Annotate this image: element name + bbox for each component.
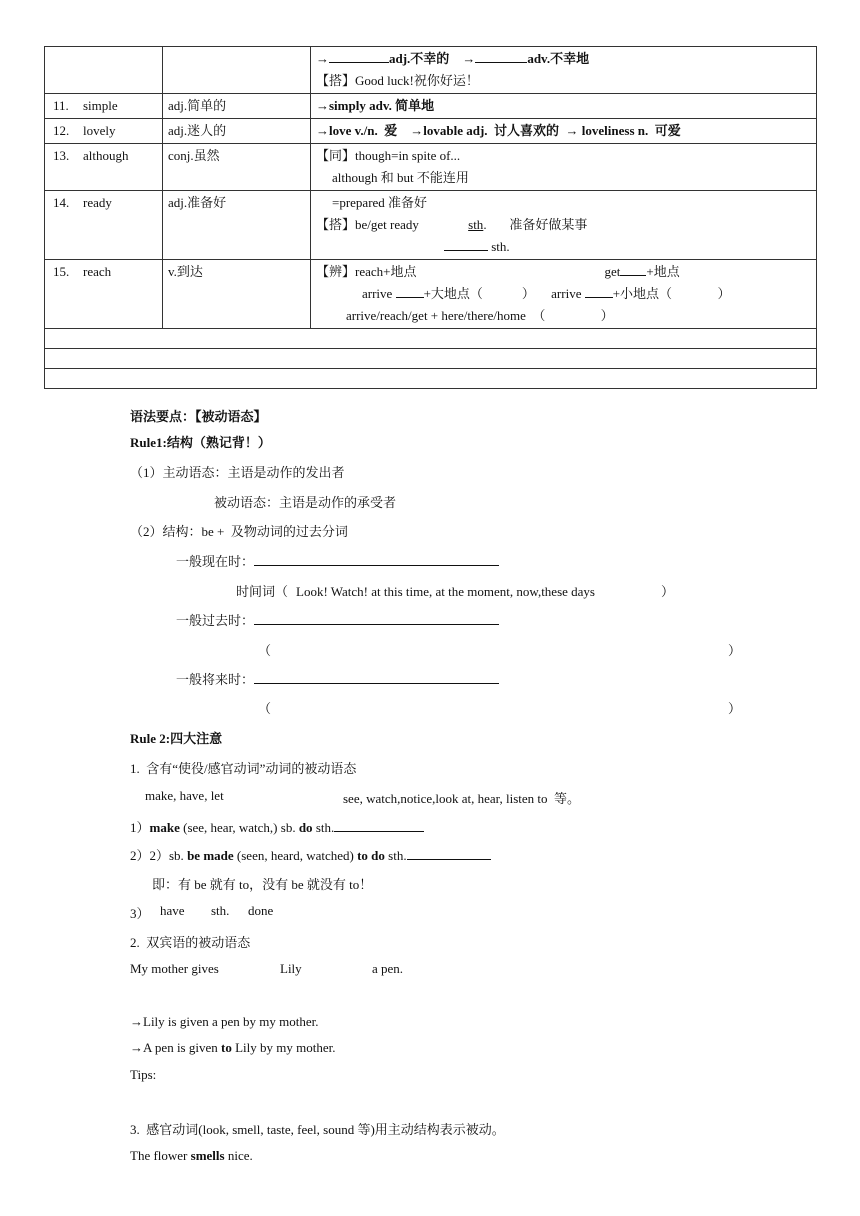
text-line: Tips: — [130, 1067, 157, 1082]
arrow-text: → — [316, 51, 329, 66]
text-line: （ — [258, 643, 272, 658]
word: simple — [83, 98, 118, 113]
table-row — [45, 94, 817, 119]
note-text: 【搭】Good luck!祝你好运！ — [316, 73, 479, 88]
text-line: 1. 含有“使役/感官动词”动词的被动语态 — [130, 761, 357, 776]
text-line: 3） — [130, 906, 150, 921]
text-line: →A pen is given — [130, 1040, 221, 1055]
word: although — [83, 148, 129, 163]
fill-blank — [396, 283, 424, 298]
text-line: be made — [187, 848, 234, 863]
note-text: +大地点（ ） — [423, 286, 535, 301]
text-line: ） — [728, 701, 742, 716]
meaning: conj.虽然 — [163, 144, 311, 191]
text-line: do — [298, 820, 313, 835]
word: ready — [83, 195, 112, 210]
text-line: Look! Watch! at this time, at the moment, now,these days — [296, 584, 595, 599]
text-line: 2. 双宾语的被动语态 — [130, 935, 251, 950]
note-text: sth — [468, 217, 484, 232]
text-line: see, watch,notice,look at, hear, listen to 等。 — [343, 791, 581, 806]
word: lovely — [83, 123, 116, 138]
text-line: (seen, heard, watched) — [233, 848, 358, 863]
fill-blank — [475, 48, 527, 63]
fill-blank — [444, 236, 488, 251]
row-number: 13. — [53, 148, 70, 163]
text-line: sth. — [384, 848, 407, 863]
arrow-text: → — [462, 51, 476, 66]
note-text: →simply adv. 简单地 — [311, 94, 817, 119]
text-line: 时间词（ — [236, 584, 289, 599]
text-line: 1） — [130, 820, 150, 835]
text-line: （ — [258, 701, 272, 716]
text-line: →Lily is given a pen by my mother. — [130, 1014, 319, 1029]
text-line: done — [248, 903, 274, 918]
note-text: 【同】though=in spite of... — [316, 148, 461, 163]
rule-heading: Rule 2:四大注意 — [130, 731, 223, 746]
table-row — [45, 191, 817, 260]
table-row — [45, 369, 817, 389]
table-row — [45, 119, 817, 144]
fill-blank — [407, 845, 491, 860]
text-line: 被动语态：主语是动作的承受者 — [214, 495, 397, 510]
fill-blank — [334, 817, 424, 832]
text-line: Lily by my mother. — [231, 1040, 336, 1055]
word: reach — [83, 264, 112, 279]
meaning: adj.简单的 — [163, 94, 311, 119]
note-text: →love v./n. 爱 →lovable adj. 讨人喜欢的 → loveliness n. 可爱 — [311, 119, 817, 144]
meaning: adj.迷人的 — [163, 119, 311, 144]
text-line: a pen. — [372, 961, 404, 976]
note-text: although 和 but 不能连用 — [332, 170, 469, 185]
row-number: 14. — [53, 195, 70, 210]
note-text: adj.不幸的 — [389, 51, 450, 66]
note-text: +小地点（ ） — [612, 286, 731, 301]
row-number: 12. — [53, 123, 70, 138]
text-line: 一般将来时： — [176, 672, 255, 687]
vocabulary-table — [44, 46, 817, 389]
text-line: (see, hear, watch,) sb. — [179, 820, 299, 835]
text-line: nice. — [224, 1148, 253, 1163]
text-line: 2）2）sb. — [130, 848, 188, 863]
note-text: adv.不幸地 — [527, 51, 590, 66]
row-number: 11. — [53, 98, 69, 113]
note-text: =prepared 准备好 — [332, 195, 428, 210]
meaning: adj.准备好 — [163, 191, 311, 260]
note-text: 【辨】reach+地点 — [316, 264, 417, 279]
text-line: （2）结构：be + 及物动词的过去分词 — [130, 524, 348, 539]
table-row — [45, 329, 817, 349]
rule-heading: Rule1:结构（熟记背！） — [130, 435, 271, 450]
text-line: to do — [357, 848, 385, 863]
text-line: Lily — [280, 961, 302, 976]
text-line: The flower — [130, 1148, 191, 1163]
fill-blank — [254, 551, 499, 566]
text-line: 一般现在时： — [176, 554, 255, 569]
text-line: 3. 感官动词(look, smell, taste, feel, sound 等)用主动结构表示被动。 — [130, 1122, 505, 1137]
note-text: sth. — [488, 239, 510, 254]
note-text: arrive/reach/get + here/there/home （ ） — [346, 308, 614, 323]
fill-blank — [254, 610, 499, 625]
table-row — [45, 47, 817, 94]
text-line: have — [160, 903, 185, 918]
section-title: 语法要点：【被动语态】 — [130, 409, 267, 424]
table-row — [45, 349, 817, 369]
meaning: v.到达 — [163, 260, 311, 329]
text-line: smells — [190, 1148, 225, 1163]
text-line: ） — [728, 643, 742, 658]
fill-blank — [329, 48, 389, 63]
row-number: 15. — [53, 264, 70, 279]
fill-blank — [620, 261, 646, 276]
note-text: arrive — [362, 286, 396, 301]
text-line: sth. — [211, 903, 230, 918]
text-line: 即：有 be 就有 to，没有 be 就没有 to！ — [152, 877, 373, 892]
table-row — [45, 260, 817, 329]
text-line: to — [221, 1040, 232, 1055]
text-line: sth. — [312, 820, 335, 835]
text-line: make — [149, 820, 180, 835]
note-text: . 准备好做某事 — [483, 217, 588, 232]
note-text: +地点 — [646, 264, 680, 279]
note-text: get — [604, 264, 621, 279]
fill-blank — [254, 669, 499, 684]
fill-blank — [422, 215, 468, 229]
fill-blank — [585, 283, 613, 298]
text-line: 一般过去时： — [176, 613, 255, 628]
note-text: 【搭】be/get ready — [316, 217, 423, 232]
text-line: （1）主动语态：主语是动作的发出者 — [130, 465, 345, 480]
text-line: ） — [660, 584, 674, 599]
note-text: arrive — [551, 286, 585, 301]
table-row — [45, 144, 817, 191]
text-line: My mother gives — [130, 961, 219, 976]
text-line: make, have, let — [145, 788, 224, 803]
